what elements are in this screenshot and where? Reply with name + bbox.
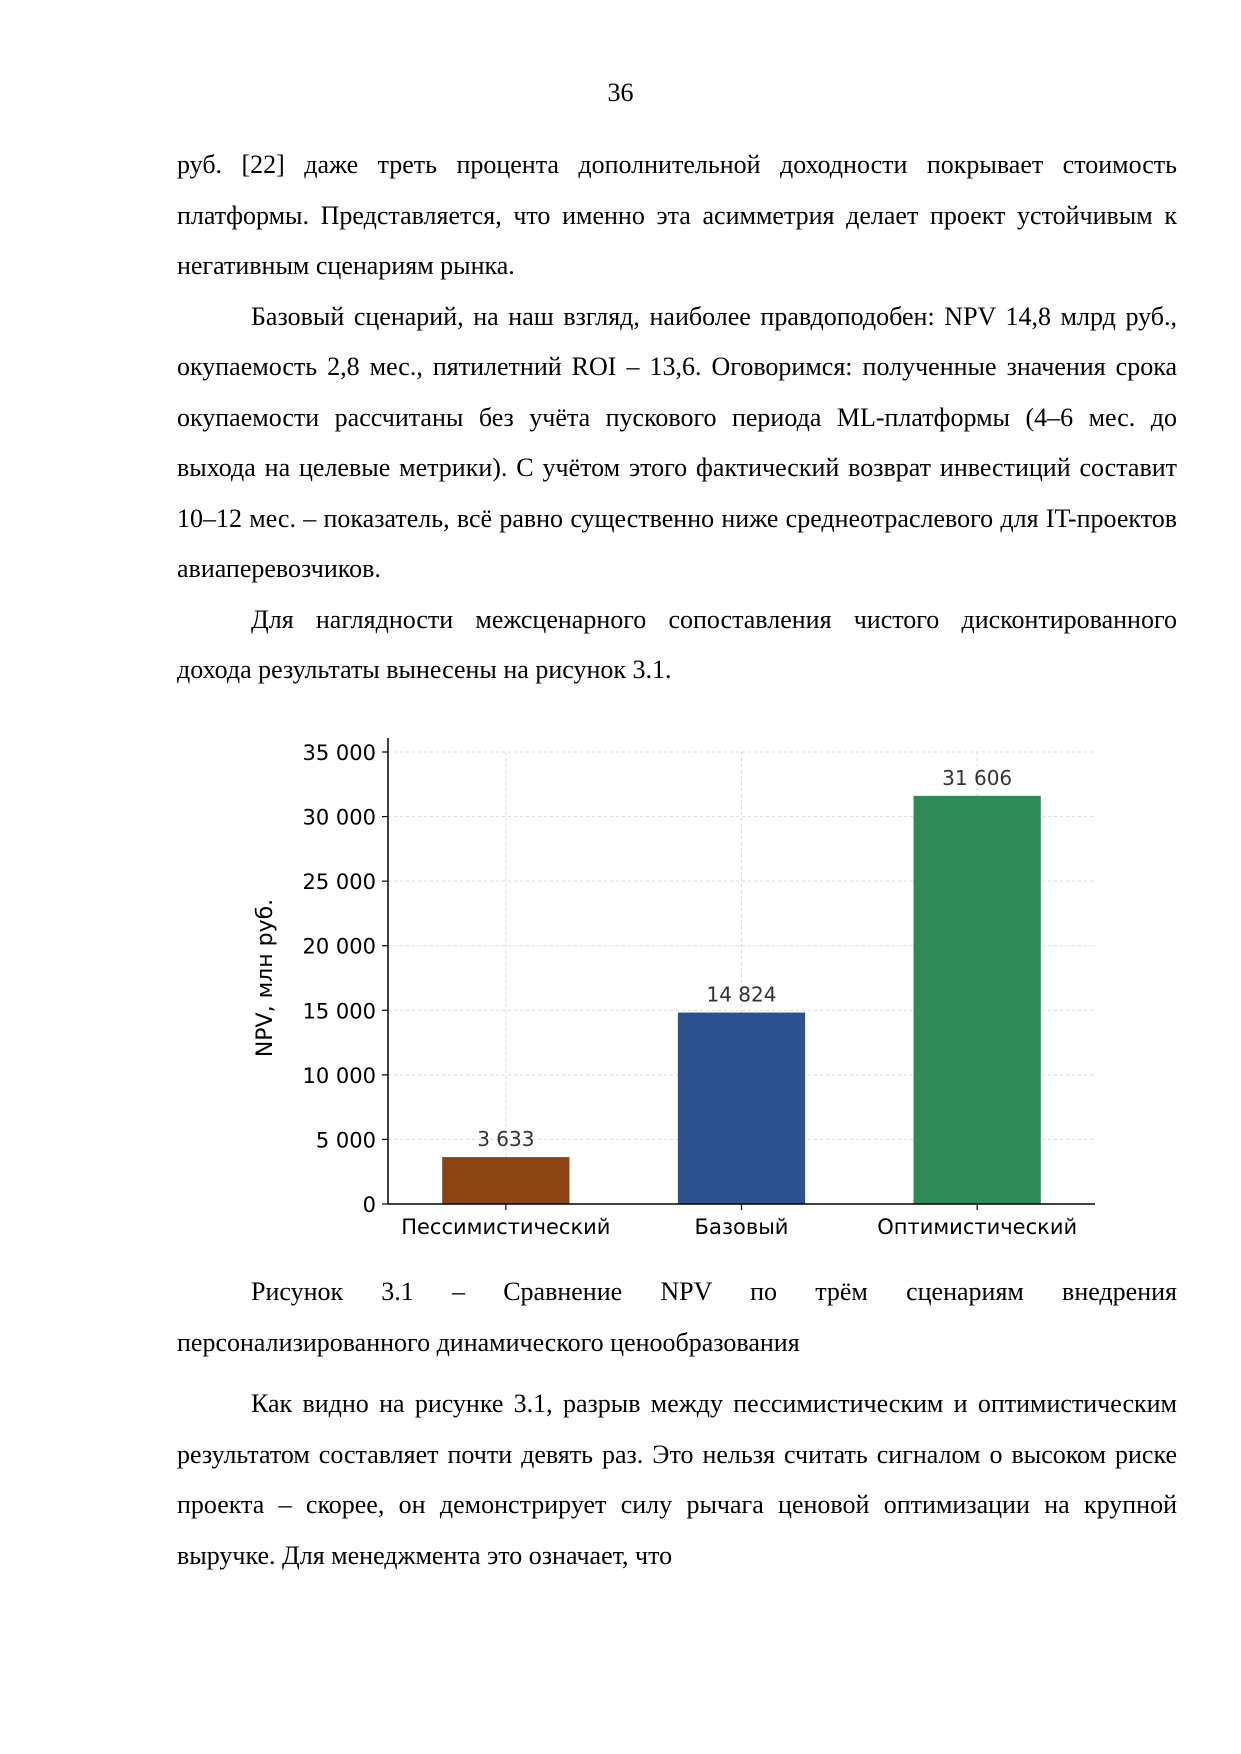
body-text-top xyxy=(177,140,1177,696)
y-tick-label: 15 000 xyxy=(302,999,376,1024)
paragraph-base-scenario: Базовый сценарий, на наш взгляд, наиболее правдоподобен: NPV 14,8 млрд руб., окупаемость 2,8 мес., пятилетний ROI – 13,6. Оговоримся: полученные значения срока окупаемости рассчитаны без учёта пускового периода ML-платформы (4–6 мес. до выхода на целевые метрики). С учётом этого фактический возврат инвестиций составит 10–12 мес. – показатель, всё равно существенно ниже среднеотраслевого для IT-проектов авиаперевозчиков. xyxy=(177,301,1177,583)
page-number: 36 xyxy=(607,78,634,107)
npv-bar-chart xyxy=(240,720,1120,1240)
bar-value-label: 3 633 xyxy=(477,1127,535,1152)
body-text-bottom xyxy=(177,1379,1177,1581)
bar-3 xyxy=(914,796,1041,1204)
figure-caption-block xyxy=(177,1267,1177,1368)
y-tick-label: 0 xyxy=(362,1193,376,1217)
x-tick-label: Оптимистический xyxy=(877,1215,1078,1239)
y-axis-label: NPV, млн руб. xyxy=(253,898,278,1058)
bar-2 xyxy=(678,1013,805,1204)
x-tick-label: Пессимистический xyxy=(401,1215,611,1239)
y-tick-label: 5 000 xyxy=(315,1128,376,1153)
bar-value-label: 31 606 xyxy=(942,765,1013,790)
x-tick-label: Базовый xyxy=(694,1215,789,1239)
figure-caption: Рисунок 3.1 – Сравнение NPV по трём сценариям внедрения персонализированного динамического ценообразования xyxy=(177,1277,1177,1357)
bar-value-label: 14 824 xyxy=(706,982,777,1007)
bar-1 xyxy=(442,1157,569,1204)
y-tick-label: 10 000 xyxy=(302,1063,376,1088)
paragraph-continuation: руб. [22] даже треть процента дополнительной доходности покрывает стоимость платформы. Представляется, что именно эта асимметрия делает проект устойчивым к негативным сценариям рынка. xyxy=(177,150,1177,280)
y-tick-label: 30 000 xyxy=(302,805,376,830)
npv-chart-container xyxy=(240,720,1120,1240)
y-tick-label: 25 000 xyxy=(302,870,376,895)
y-tick-label: 20 000 xyxy=(302,934,376,959)
paragraph-analysis: Как видно на рисунке 3.1, разрыв между пессимистическим и оптимистическим результатом составляет почти девять раз. Это нельзя считать сигналом о высоком риске проекта – скорее, он демонстрирует силу рычага ценовой оптимизации на крупной выручке. Для менеджмента это означает, что xyxy=(177,1389,1177,1570)
y-tick-label: 35 000 xyxy=(302,741,376,765)
paragraph-figure-intro: Для наглядности межсценарного сопоставления чистого дисконтированного дохода результаты вынесены на рисунок 3.1. xyxy=(177,604,1177,684)
